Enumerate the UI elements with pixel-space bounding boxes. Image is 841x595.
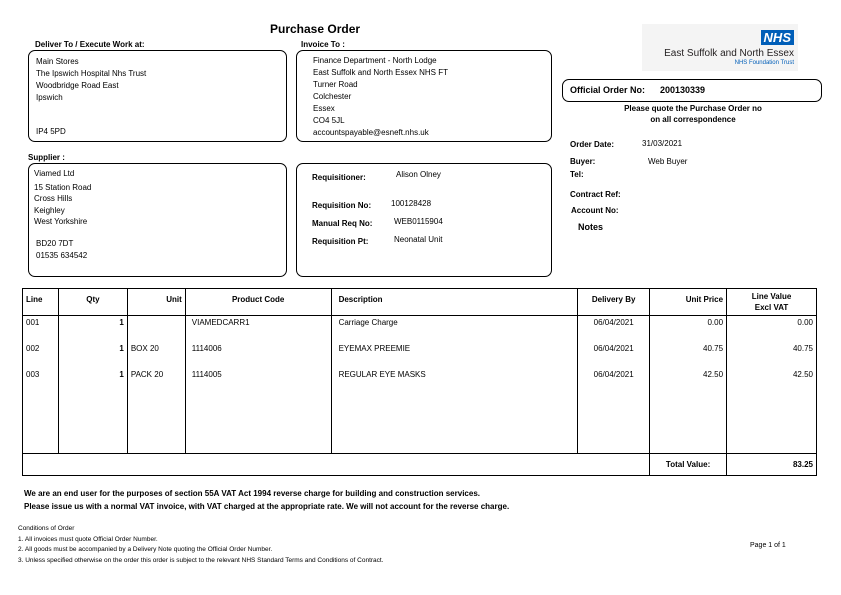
cell-unit [127, 316, 185, 342]
notes-label: Notes [578, 222, 604, 232]
page-number: Page 1 of 1 [750, 542, 786, 549]
invoice-label: Invoice To : [301, 40, 345, 49]
invoice-line: Colchester [313, 92, 352, 101]
requisitioner-label: Requisitioner: [312, 173, 366, 182]
table-row [23, 342, 817, 368]
deliver-line: The Ipswich Hospital Nhs Trust [36, 69, 147, 78]
header-line-value-1: Line Value [751, 292, 792, 301]
cell-line-value: 40.75 [727, 342, 817, 368]
cell-delivery: 06/04/2021 [578, 342, 650, 368]
cell-line: 003 [23, 368, 59, 394]
deliver-box [28, 50, 287, 142]
cell-qty: 1 [58, 342, 127, 368]
cell-product-code: 1114005 [185, 368, 331, 394]
cell-description: EYEMAX PREEMIE [331, 342, 578, 368]
requisition-box [296, 163, 552, 277]
invoice-line: Finance Department - North Lodge [313, 56, 437, 65]
order-date: 31/03/2021 [642, 139, 683, 148]
supplier-line: West Yorkshire [34, 217, 88, 226]
cell-unit-price: 42.50 [650, 368, 727, 394]
total-label: Total Value: [650, 454, 727, 476]
invoice-email: accountspayable@esneft.nhs.uk [313, 128, 429, 137]
contract-ref-label: Contract Ref: [570, 190, 621, 199]
supplier-line: Cross Hills [34, 194, 73, 203]
supplier-line: Viamed Ltd [34, 169, 75, 178]
vat-note: We are an end user for the purposes of section 55A VAT Act 1994 reverse charge for building and construction services. [24, 489, 480, 498]
cell-unit-price: 40.75 [650, 342, 727, 368]
order-date-label: Order Date: [570, 140, 615, 149]
order-number: 200130339 [660, 85, 706, 95]
header-description: Description [331, 289, 578, 316]
logo-sub: NHS Foundation Trust [734, 60, 794, 66]
nhs-logo [642, 24, 798, 71]
vat-note: Please issue us with a normal VAT invoice, with VAT charged at the appropriate rate. We will not account for the reverse charge. [24, 502, 510, 511]
header-unit: Unit [127, 289, 185, 316]
invoice-box [296, 50, 552, 142]
condition-item: 3. Unless specified otherwise on the order this order is subject to the relevant NHS Standard Terms and Conditions of Contract. [18, 557, 384, 564]
cell-delivery: 06/04/2021 [578, 316, 650, 342]
invoice-line: Turner Road [313, 80, 358, 89]
supplier-phone: 01535 634542 [36, 251, 88, 260]
cell-delivery: 06/04/2021 [578, 368, 650, 394]
cell-description: REGULAR EYE MASKS [331, 368, 578, 394]
table-row [23, 316, 817, 342]
logo-org: East Suffolk and North Essex [664, 48, 794, 59]
cell-line-value: 0.00 [727, 316, 817, 342]
supplier-postcode: BD20 7DT [36, 239, 74, 248]
cell-line: 001 [23, 316, 59, 342]
requisition-point: Neonatal Unit [394, 235, 443, 244]
supplier-line: Keighley [34, 206, 65, 215]
conditions-title: Conditions of Order [18, 525, 75, 532]
deliver-line: Main Stores [36, 57, 79, 66]
table-header [23, 289, 817, 316]
header-line-value-2: Excl VAT [754, 303, 789, 312]
cell-line-value: 42.50 [727, 368, 817, 394]
header-product-code: Product Code [185, 289, 331, 316]
cell-unit: BOX 20 [127, 342, 185, 368]
header-qty: Qty [58, 289, 127, 316]
requisitioner: Alison Olney [396, 170, 441, 179]
cell-qty: 1 [58, 316, 127, 342]
total-value: 83.25 [727, 454, 817, 476]
supplier-box [28, 163, 287, 277]
cell-product-code: VIAMEDCARR1 [185, 316, 331, 342]
deliver-line: Woodbridge Road East [36, 81, 119, 90]
cell-unit-price: 0.00 [650, 316, 727, 342]
deliver-line: Ipswich [36, 93, 63, 102]
tel-label: Tel: [570, 170, 584, 179]
cell-product-code: 1114006 [185, 342, 331, 368]
order-number-box [562, 79, 822, 102]
buyer-label: Buyer: [570, 157, 596, 166]
manual-req-no: WEB0115904 [394, 217, 443, 226]
deliver-postcode: IP4 5PD [36, 127, 66, 136]
requisition-no: 100128428 [391, 199, 432, 208]
nhs-badge: NHS [761, 30, 794, 45]
quote-note: Please quote the Purchase Order no [624, 104, 762, 113]
order-lines-table [22, 288, 817, 476]
invoice-line: Essex [313, 104, 335, 113]
table-row [23, 368, 817, 394]
condition-item: 1. All invoices must quote Official Order Number. [18, 536, 158, 543]
cell-unit: PACK 20 [127, 368, 185, 394]
manual-req-label: Manual Req No: [312, 219, 373, 228]
table-filler [23, 394, 817, 454]
requisition-no-label: Requisition No: [312, 201, 372, 210]
header-line-value [727, 289, 817, 316]
header-line: Line [23, 289, 59, 316]
quote-note: on all correspondence [650, 115, 736, 124]
condition-item: 2. All goods must be accompanied by a Delivery Note quoting the Official Order Number. [18, 546, 273, 553]
supplier-line: 15 Station Road [34, 183, 92, 192]
account-no-label: Account No: [571, 206, 619, 215]
page-title: Purchase Order [270, 22, 361, 36]
total-row [23, 454, 817, 476]
order-number-label: Official Order No: [570, 85, 646, 95]
buyer: Web Buyer [648, 157, 688, 166]
cell-line: 002 [23, 342, 59, 368]
invoice-line: CO4 5JL [313, 116, 345, 125]
invoice-line: East Suffolk and North Essex NHS FT [313, 68, 449, 77]
header-delivery-by: Delivery By [578, 289, 650, 316]
deliver-label: Deliver To / Execute Work at: [35, 40, 145, 49]
cell-description: Carriage Charge [331, 316, 578, 342]
cell-qty: 1 [58, 368, 127, 394]
requisition-point-label: Requisition Pt: [312, 237, 369, 246]
supplier-label: Supplier : [28, 153, 65, 162]
header-unit-price: Unit Price [650, 289, 727, 316]
